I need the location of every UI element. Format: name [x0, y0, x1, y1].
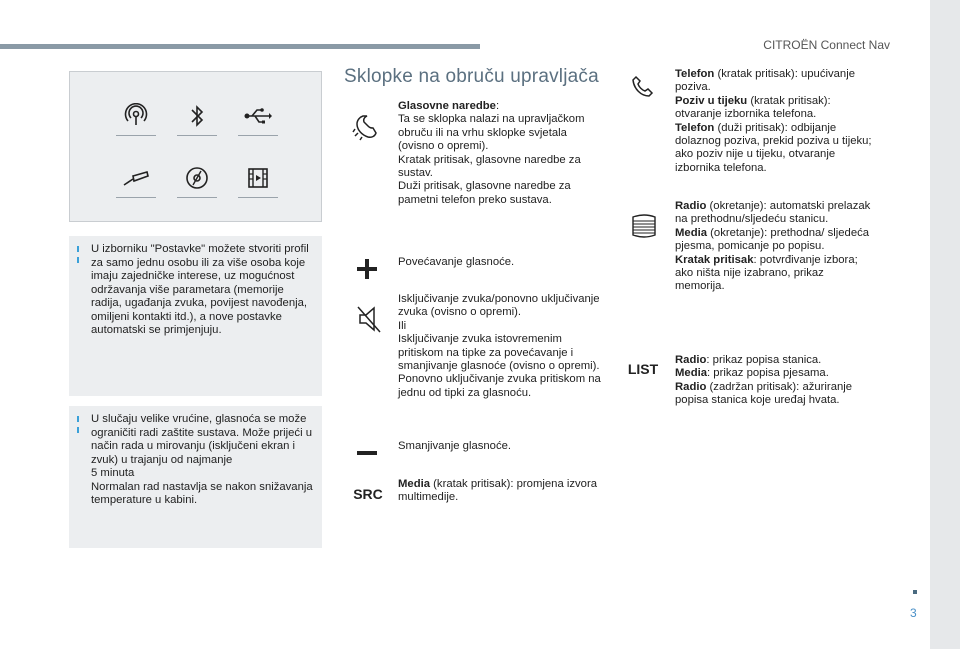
aux-cable-icon: [116, 158, 156, 198]
control-title: Radio: [675, 200, 707, 212]
continuation-marker: [913, 590, 917, 594]
control-description: Smanjivanje glasnoće.: [398, 440, 512, 452]
header-rule: [0, 44, 480, 49]
control-title: Media: [675, 226, 708, 239]
control-title: Poziv u tijeku: [675, 94, 748, 107]
control-description: (kratak pritisak): promjena izvora multimedije.: [398, 478, 598, 504]
src-label: SRC: [353, 486, 383, 502]
info-marker-icon: [77, 246, 81, 263]
control-volume-down: [398, 440, 598, 453]
control-title: Media: [398, 478, 431, 490]
control-title: Radio: [675, 380, 707, 393]
info-note-heat: [69, 406, 322, 548]
control-description: : Ta se sklopka nalazi na upravljačkom obruču ili na vrhu sklopke svjetala (ovisno o opremi). Kratak pritisak, glasovne naredbe za sustav. Duži pritisak, glasovne naredbe za pametni telefon preko sustava.: [398, 100, 585, 206]
usb-icon: [238, 96, 278, 136]
control-title: Radio: [675, 354, 707, 366]
section-title: Sklopke na obruču upravljača: [344, 66, 599, 87]
control-voice: [398, 100, 598, 207]
control-phone: [675, 68, 875, 175]
control-thumbwheel: [675, 200, 875, 294]
minus-icon: [354, 448, 380, 458]
phone-icon: [628, 72, 658, 102]
info-note-profiles: [69, 236, 322, 396]
control-mute: [398, 293, 603, 400]
thumbwheel-icon: [628, 210, 660, 242]
voice-command-icon: [350, 108, 386, 148]
plus-icon: [354, 256, 380, 282]
mute-icon: [354, 302, 384, 336]
control-title: Kratak pritisak: [675, 253, 754, 266]
note-text: U izborniku "Postavke" možete stvoriti profil za samo jednu osobu ili za više osoba koje imaju zajedničke interese, uz mogućnost održavanja više parametara (memorije radija, ugađanja zvuka, povijest navođenja, omiljeni kontakti itd.), a nove postavke automatski se primjenjuju.: [91, 243, 309, 336]
control-description: (kratak pritisak): otvaranje izbornika telefona.: [675, 94, 831, 121]
control-description: Isključivanje zvuka/ponovno uključivanje zvuka (ovisno o opremi). Ili Isključivanje zvuka istovremenim pritiskom na tipke za povećavanje i smanjivanje glasnoće (ovisno o opremi). Ponovno uključivanje zvuka pritiskom na jednu od tipki za glasnoću.: [398, 293, 601, 399]
control-title: Media: [675, 367, 708, 380]
side-margin-strip: [930, 0, 960, 649]
control-description: : prikaz popisa pjesama.: [707, 367, 829, 380]
bluetooth-icon: [177, 96, 217, 136]
info-marker-icon: [77, 416, 81, 433]
control-description: : potvrđivanje izbora; ako ništa nije izabrano, prikaz memorija.: [675, 253, 858, 293]
control-description: (okretanje): prethodna/ sljedeća pjesma, pomicanje po popisu.: [675, 226, 870, 253]
wifi-radio-icon: [116, 96, 156, 136]
control-title: Glasovne naredbe: [398, 100, 496, 112]
note-text: U slučaju velike vrućine, glasnoća se može ograničiti radi zaštite sustava. Može prijeći u način rada u mirovanju (isključeni ekran i zvuk) u trajanju od najmanje 5 minuta Normalan rad nastavlja se nakon snižavanja temperature u kabini.: [91, 413, 313, 506]
page-number: 3: [910, 606, 917, 620]
control-description: : prikaz popisa stanica.: [706, 354, 822, 366]
brand-title: CITROËN Connect Nav: [763, 38, 890, 52]
control-source: [398, 478, 598, 505]
control-title: Telefon: [675, 121, 715, 134]
control-list: [675, 354, 875, 408]
control-description: (zadržan pritisak): ažuriranje popisa stanica koje uređaj hvata.: [675, 380, 853, 407]
control-volume-up: [398, 256, 598, 269]
control-description: Povećavanje glasnoće.: [398, 256, 515, 268]
control-description: (kratak pritisak): upućivanje poziva.: [675, 68, 855, 94]
cd-disc-icon: [177, 158, 217, 198]
video-icon: [238, 158, 278, 198]
list-label: LIST: [627, 361, 659, 377]
control-title: Telefon: [675, 68, 715, 80]
control-description: (duži pritisak): odbijanje dolaznog poziva, prekid poziva u tijeku; ako poziv nije u tijeku, otvaranje izbornika telefona.: [675, 121, 872, 174]
connectivity-icon-panel: [69, 71, 322, 222]
control-description: (okretanje): automatski prelazak na prethodnu/sljedeću stanicu.: [675, 200, 871, 226]
